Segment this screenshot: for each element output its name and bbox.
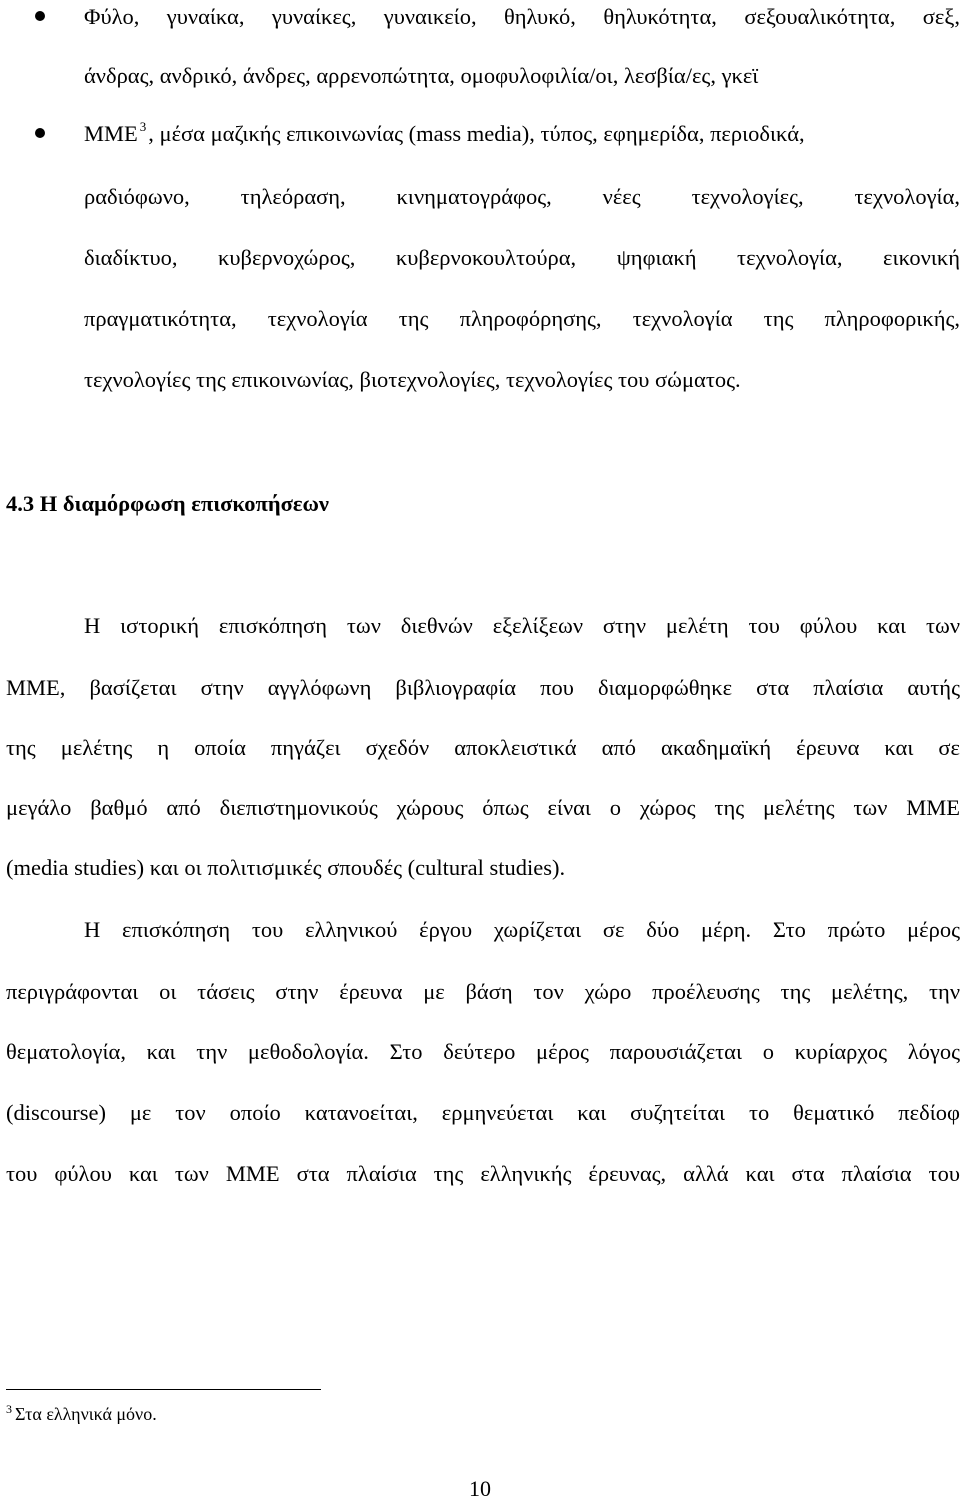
text-line: ραδιόφωνο, τηλεόραση, κινηματογράφος, νέες τεχνολογίες, τεχνολογία, bbox=[84, 184, 960, 209]
text-line: ΜΜΕ, βασίζεται στην αγγλόφωνη βιβλιογραφία που διαμορφώθηκε στα πλαίσια αυτής bbox=[6, 675, 960, 700]
footnote-separator bbox=[6, 1389, 321, 1390]
text-line: Φύλο, γυναίκα, γυναίκες, γυναικείο, θηλυκό, θηλυκότητα, σεξουαλικότητα, σεξ, bbox=[84, 4, 960, 29]
text-span: , μέσα μαζικής επικοινωνίας (mass media), τύπος, εφημερίδα, περιοδικά, bbox=[148, 121, 805, 146]
footnote-number: 3 bbox=[6, 1402, 12, 1416]
text-line: (discourse) με τον οποίο κατανοείται, ερμηνεύεται και συζητείται το θεματικό πεδίοφ bbox=[6, 1100, 960, 1125]
text-line: πραγματικότητα, τεχνολογία της πληροφόρησης, τεχνολογία της πληροφορικής, bbox=[84, 306, 960, 331]
bullet-dot bbox=[35, 11, 45, 21]
text-line: Η ιστορική επισκόπηση των διεθνών εξελίξεων στην μελέτη του φύλου και των bbox=[84, 613, 960, 638]
section-heading: 4.3 Η διαμόρφωση επισκοπήσεων bbox=[6, 491, 329, 516]
page-number: 10 bbox=[469, 1476, 491, 1501]
text-line: τεχνολογίες της επικοινωνίας, βιοτεχνολογίες, τεχνολογίες του σώματος. bbox=[84, 367, 741, 392]
text-line bbox=[84, 119, 960, 152]
footnote bbox=[6, 1401, 157, 1429]
footnote-reference[interactable]: 3 bbox=[139, 119, 147, 134]
text-line: άνδρας, ανδρικό, άνδρες, αρρενοπώτητα, ομοφυλοφιλία/οι, λεσβία/ες, γκεϊ bbox=[84, 63, 759, 88]
text-line: διαδίκτυο, κυβερνοχώρος, κυβερνοκουλτούρα, ψηφιακή τεχνολογία, εικονική bbox=[84, 245, 960, 270]
bullet-dot bbox=[35, 128, 45, 138]
text-line: Η επισκόπηση του ελληνικού έργου χωρίζεται σε δύο μέρη. Στο πρώτο μέρος bbox=[84, 917, 960, 942]
text-line: της μελέτης η οποία πηγάζει σχεδόν αποκλειστικά από ακαδημαϊκή έρευνα και σε bbox=[6, 735, 960, 760]
footnote-text: Στα ελληνικά μόνο. bbox=[15, 1404, 157, 1424]
text-line: θεματολογία, και την μεθοδολογία. Στο δεύτερο μέρος παρουσιάζεται ο κυρίαρχος λόγος bbox=[6, 1039, 960, 1064]
text-line: του φύλου και των ΜΜΕ στα πλαίσια της ελληνικής έρευνας, αλλά και στα πλαίσια του bbox=[6, 1161, 960, 1186]
text-span: ΜΜΕ bbox=[84, 121, 138, 146]
text-line: μεγάλο βαθμό από διεπιστημονικούς χώρους όπως είναι ο χώρος της μελέτης των ΜΜΕ bbox=[6, 795, 960, 820]
text-line: περιγράφονται οι τάσεις στην έρευνα με βάση τον χώρο προέλευσης της μελέτης, την bbox=[6, 979, 960, 1004]
text-line: (media studies) και οι πολιτισμικές σπουδές (cultural studies). bbox=[6, 855, 566, 880]
